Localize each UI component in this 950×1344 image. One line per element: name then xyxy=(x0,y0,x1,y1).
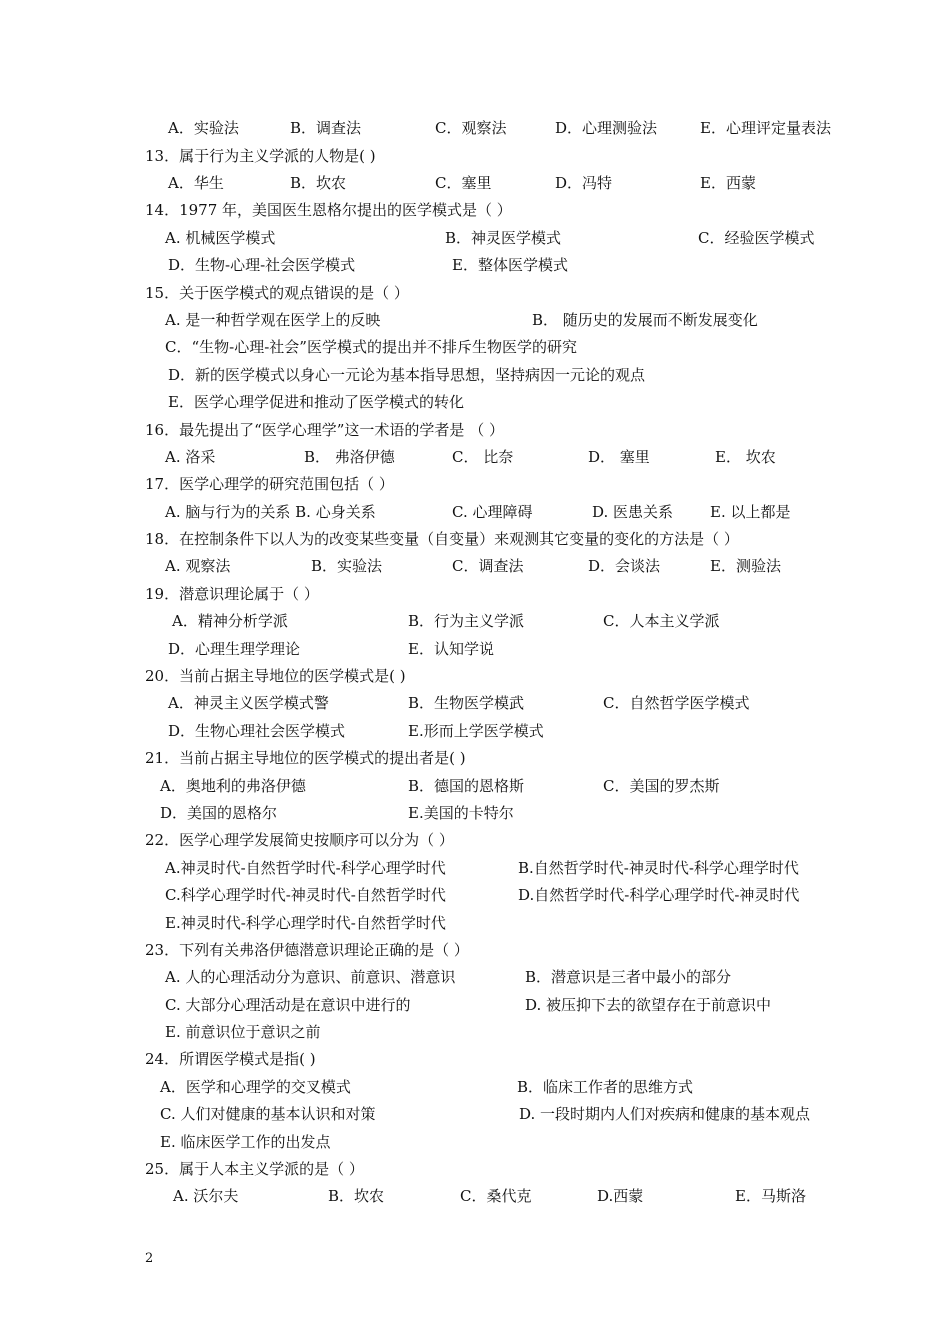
question-stem xyxy=(0,471,950,497)
answer-option: E．西蒙 xyxy=(700,174,756,192)
answer-option: D．新的医学模式以身心一元论为基本指导思想，坚持病因一元论的观点 xyxy=(168,366,646,384)
answer-option: E．测验法 xyxy=(710,557,781,575)
answer-option: B．行为主义学派 xyxy=(408,612,525,630)
answer-option: A. 观察法 xyxy=(165,557,231,575)
question-text: 16．最先提出了“医学心理学”这一术语的学者是 （ ） xyxy=(145,421,504,439)
answer-option: C．美国的罗杰斯 xyxy=(603,777,720,795)
answer-option: C. 心理障碍 xyxy=(452,503,533,521)
options-row xyxy=(0,553,950,579)
options-row xyxy=(0,608,950,634)
options-row xyxy=(0,499,950,525)
answer-option: D. 被压抑下去的欲望存在于前意识中 xyxy=(525,996,772,1014)
answer-option: C．塞里 xyxy=(435,174,492,192)
answer-option: D. 一段时期内人们对疾病和健康的基本观点 xyxy=(519,1105,811,1123)
answer-option: E.神灵时代-科学心理学时代-自然哲学时代 xyxy=(165,914,446,932)
question-stem xyxy=(0,663,950,689)
answer-option: E.美国的卡特尔 xyxy=(408,804,514,822)
options-row xyxy=(0,252,950,278)
question-stem xyxy=(0,1046,950,1072)
options-row xyxy=(0,444,950,470)
answer-option: D．心理测验法 xyxy=(555,119,658,137)
answer-option: C．自然哲学医学模式 xyxy=(603,694,750,712)
answer-option: B．调查法 xyxy=(290,119,362,137)
answer-option: E．医学心理学促进和推动了医学模式的转化 xyxy=(168,393,464,411)
question-text: 19．潜意识理论属于（ ） xyxy=(145,585,319,603)
answer-option: C．桑代克 xyxy=(460,1187,532,1205)
question-stem xyxy=(0,417,950,443)
answer-option: A．华生 xyxy=(168,174,224,192)
options-row xyxy=(0,225,950,251)
answer-option: C．人本主义学派 xyxy=(603,612,720,630)
options-row xyxy=(0,855,950,881)
question-text: 23．下列有关弗洛伊德潜意识理论正确的是（ ） xyxy=(145,941,469,959)
question-text: 17．医学心理学的研究范围包括（ ） xyxy=(145,475,394,493)
options-row xyxy=(0,1074,950,1100)
options-row xyxy=(0,718,950,744)
options-row xyxy=(0,334,950,360)
answer-option: D．生物-心理-社会医学模式 xyxy=(168,256,356,274)
answer-option: D．会谈法 xyxy=(588,557,661,575)
options-row xyxy=(0,170,950,196)
answer-option: A. 洛采 xyxy=(165,448,216,466)
question-text: 18．在控制条件下以人为的改变某些变量（自变量）来观测其它变量的变化的方法是（ ） xyxy=(145,530,739,548)
question-stem xyxy=(0,581,950,607)
answer-option: C．观察法 xyxy=(435,119,507,137)
question-text: 13．属于行为主义学派的人物是( ) xyxy=(145,147,376,165)
question-stem xyxy=(0,526,950,552)
options-row xyxy=(0,389,950,415)
answer-option: D. 医患关系 xyxy=(592,503,674,521)
answer-option: B． 随历史的发展而不断发展变化 xyxy=(532,311,758,329)
page-number: 2 xyxy=(145,1251,154,1266)
answer-option: E．马斯洛 xyxy=(735,1187,806,1205)
answer-option: C．经验医学模式 xyxy=(698,229,815,247)
question-stem xyxy=(0,143,950,169)
options-row xyxy=(0,636,950,662)
question-stem xyxy=(0,1156,950,1182)
answer-option: B．神灵医学模式 xyxy=(445,229,562,247)
question-text: 25．属于人本主义学派的是（ ） xyxy=(145,1160,364,1178)
answer-option: A. 人的心理活动分为意识、前意识、潜意识 xyxy=(165,968,456,986)
question-stem xyxy=(0,937,950,963)
answer-option: A. 是一种哲学观在医学上的反映 xyxy=(165,311,381,329)
answer-option: D.西蒙 xyxy=(597,1187,644,1205)
question-text: 22．医学心理学发展简史按顺序可以分为（ ） xyxy=(145,831,454,849)
answer-option: D． 塞里 xyxy=(588,448,650,466)
answer-option: C. 人们对健康的基本认识和对策 xyxy=(160,1105,376,1123)
question-stem xyxy=(0,280,950,306)
answer-option: B．生物医学模武 xyxy=(408,694,525,712)
question-stem xyxy=(0,197,950,223)
answer-option: A．精神分析学派 xyxy=(172,612,288,630)
options-row xyxy=(0,882,950,908)
answer-option: A.神灵时代-自然哲学时代-科学心理学时代 xyxy=(165,859,446,877)
answer-option: B．坎农 xyxy=(290,174,347,192)
answer-option: E．整体医学模式 xyxy=(452,256,568,274)
options-row xyxy=(0,992,950,1018)
question-stem xyxy=(0,827,950,853)
options-row xyxy=(0,964,950,990)
options-row xyxy=(0,910,950,936)
options-row xyxy=(0,1101,950,1127)
answer-option: A．奥地利的弗洛伊德 xyxy=(160,777,306,795)
options-row xyxy=(0,773,950,799)
answer-option: C．调查法 xyxy=(452,557,524,575)
question-text: 21．当前占据主导地位的医学模式的提出者是( ) xyxy=(145,749,466,767)
answer-option: C．“生物-心理-社会”医学模式的提出并不排斥生物医学的研究 xyxy=(165,338,577,356)
answer-option: B．临床工作者的思维方式 xyxy=(517,1078,694,1096)
answer-option: D．生物心理社会医学模式 xyxy=(168,722,346,740)
answer-option: E． 坎农 xyxy=(715,448,776,466)
options-row xyxy=(0,307,950,333)
answer-option: E．心理评定量表法 xyxy=(700,119,831,137)
answer-option: E．认知学说 xyxy=(408,640,494,658)
answer-option: C.科学心理学时代-神灵时代-自然哲学时代 xyxy=(165,886,446,904)
answer-option: C. 大部分心理活动是在意识中进行的 xyxy=(165,996,411,1014)
answer-option: A．医学和心理学的交叉模式 xyxy=(160,1078,351,1096)
answer-option: D．美国的恩格尔 xyxy=(160,804,278,822)
options-row xyxy=(0,690,950,716)
options-row xyxy=(0,1019,950,1045)
question-text: 14．1977 年，美国医生恩格尔提出的医学模式是（ ） xyxy=(145,201,512,219)
answer-option: A. 沃尔夫 xyxy=(173,1187,239,1205)
answer-option: A. 机械医学模式 xyxy=(165,229,276,247)
options-row xyxy=(0,1129,950,1155)
answer-option: E. 以上都是 xyxy=(710,503,791,521)
answer-option: B．德国的恩格斯 xyxy=(408,777,525,795)
question-text: 20．当前占据主导地位的医学模式是( ) xyxy=(145,667,406,685)
answer-option: B．潜意识是三者中最小的部分 xyxy=(525,968,732,986)
answer-option: A. 脑与行为的关系 B. 心身关系 xyxy=(165,503,376,521)
options-row xyxy=(0,115,950,141)
answer-option: A．神灵主义医学模式警 xyxy=(168,694,329,712)
answer-option: D．冯特 xyxy=(555,174,613,192)
answer-option: C． 比奈 xyxy=(452,448,514,466)
answer-option: B．实验法 xyxy=(311,557,383,575)
question-stem xyxy=(0,745,950,771)
question-text: 24．所谓医学模式是指( ) xyxy=(145,1050,316,1068)
answer-option: E. 前意识位于意识之前 xyxy=(165,1023,321,1041)
answer-option: D.自然哲学时代-科学心理学时代-神灵时代 xyxy=(518,886,800,904)
answer-option: D．心理生理学理论 xyxy=(168,640,301,658)
answer-option: E.形而上学医学模式 xyxy=(408,722,544,740)
answer-option: B．坎农 xyxy=(328,1187,385,1205)
answer-option: E. 临床医学工作的出发点 xyxy=(160,1133,331,1151)
options-row xyxy=(0,1183,950,1209)
answer-option: B． 弗洛伊德 xyxy=(304,448,395,466)
options-row xyxy=(0,362,950,388)
options-row xyxy=(0,800,950,826)
answer-option: B.自然哲学时代-神灵时代-科学心理学时代 xyxy=(518,859,799,877)
answer-option: A．实验法 xyxy=(168,119,239,137)
question-text: 15．关于医学模式的观点错误的是（ ） xyxy=(145,284,409,302)
